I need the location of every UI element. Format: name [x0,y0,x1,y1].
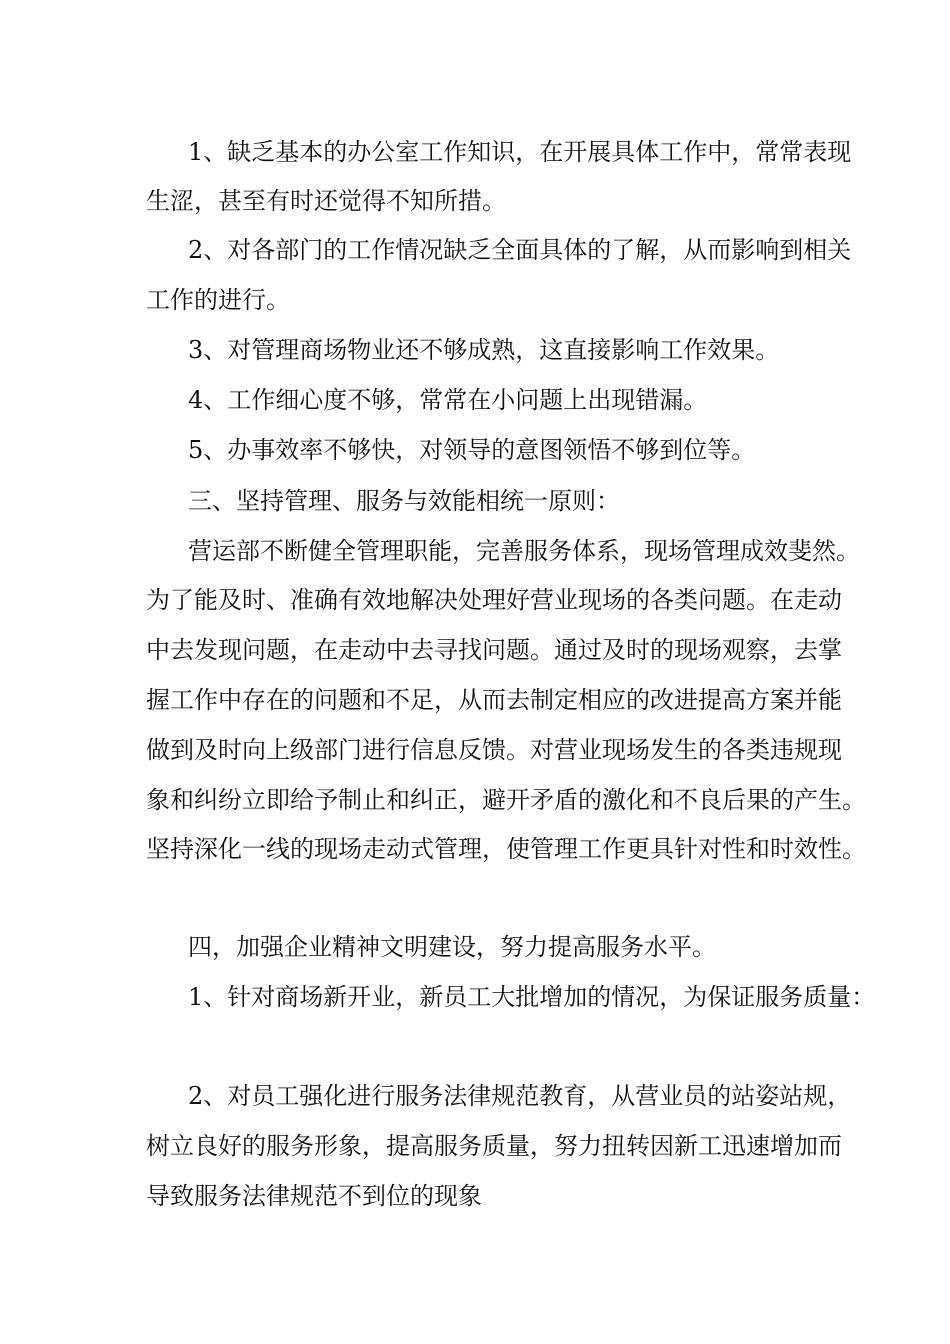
paragraph-6-line-7: 坚持深化一线的现场走动式管理，使管理工作更具针对性和时效性。 [146,835,866,863]
paragraph-2-line-1: 2、对各部门的工作情况缺乏全面具体的了解，从而影响到相关 [188,236,852,264]
paragraph-6-line-1: 营运部不断健全管理职能，完善服务体系，现场管理成效斐然。 [188,537,860,565]
paragraph-1-line-1: 1、缺乏基本的办公室工作知识，在开展具体工作中，常常表现 [188,138,852,166]
paragraph-7-line-1: 1、针对商场新开业，新员工大批增加的情况，为保证服务质量： [188,983,876,1011]
paragraph-8-line-2: 树立良好的服务形象，提高服务质量，努力扭转因新工迅速增加而 [146,1132,842,1160]
paragraph-8-line-3: 导致服务法律规范不到位的现象 [146,1182,482,1210]
paragraph-6-line-3: 中去发现问题，在走动中去寻找问题。通过及时的现场观察，去掌 [146,636,842,664]
paragraph-8-line-1: 2、对员工强化进行服务法律规范教育，从营业员的站姿站规， [188,1082,852,1110]
paragraph-4-line-1: 4、工作细心度不够，常常在小问题上出现错漏。 [188,386,708,414]
paragraph-5-line-1: 5、办事效率不够快，对领导的意图领悟不够到位等。 [188,436,756,464]
paragraph-6-line-6: 象和纠纷立即给予制止和纠正，避开矛盾的激化和不良后果的产生。 [146,786,866,814]
paragraph-6-line-2: 为了能及时、准确有效地解决处理好营业现场的各类问题。在走动 [146,586,842,614]
paragraph-3-line-1: 3、对管理商场物业还不够成熟，这直接影响工作效果。 [188,336,780,364]
paragraph-1-line-2: 生涩，甚至有时还觉得不知所措。 [146,187,506,215]
section-heading-3: 三、坚持管理、服务与效能相统一原则： [188,487,620,515]
paragraph-2-line-2: 工作的进行。 [146,286,290,314]
paragraph-6-line-5: 做到及时向上级部门进行信息反馈。对营业现场发生的各类违规现 [146,736,842,764]
section-heading-4: 四，加强企业精神文明建设，努力提高服务水平。 [188,933,716,961]
paragraph-6-line-4: 握工作中存在的问题和不足，从而去制定相应的改进提高方案并能 [146,686,842,714]
